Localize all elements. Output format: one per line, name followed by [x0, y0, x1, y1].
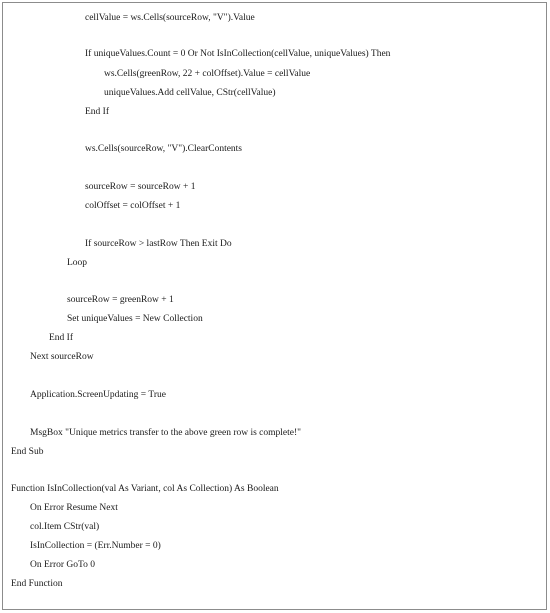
code-line: ws.Cells(greenRow, 22 + colOffset).Value = cellValue	[104, 69, 311, 79]
code-document	[2, 2, 547, 610]
code-line: sourceRow = greenRow + 1	[67, 295, 174, 305]
code-line: cellValue = ws.Cells(sourceRow, "V").Value	[85, 13, 255, 23]
code-line: IsInCollection = (Err.Number = 0)	[30, 541, 161, 551]
code-line: uniqueValues.Add cellValue, CStr(cellValue)	[104, 88, 276, 98]
code-line: MsgBox "Unique metrics transfer to the above green row is complete!"	[30, 428, 302, 438]
code-line: colOffset = colOffset + 1	[85, 201, 181, 211]
code-line: ws.Cells(sourceRow, "V").ClearContents	[85, 144, 243, 154]
code-line: If uniqueValues.Count = 0 Or Not IsInCollection(cellValue, uniqueValues) Then	[85, 49, 391, 59]
code-line: Set uniqueValues = New Collection	[67, 314, 203, 324]
code-line: Loop	[67, 258, 88, 268]
code-line: End If	[85, 107, 110, 117]
code-line: Next sourceRow	[30, 352, 94, 362]
code-line: Function IsInCollection(val As Variant, col As Collection) As Boolean	[11, 484, 279, 494]
code-line: End Function	[11, 579, 63, 589]
code-line: On Error Resume Next	[30, 503, 118, 513]
code-line: Application.ScreenUpdating = True	[30, 390, 166, 400]
code-line: End Sub	[11, 447, 44, 457]
code-line: sourceRow = sourceRow + 1	[85, 182, 196, 192]
code-line: End If	[49, 333, 74, 343]
code-line: If sourceRow > lastRow Then Exit Do	[85, 239, 232, 249]
code-line: col.Item CStr(val)	[30, 522, 100, 532]
code-line: On Error GoTo 0	[30, 560, 96, 570]
